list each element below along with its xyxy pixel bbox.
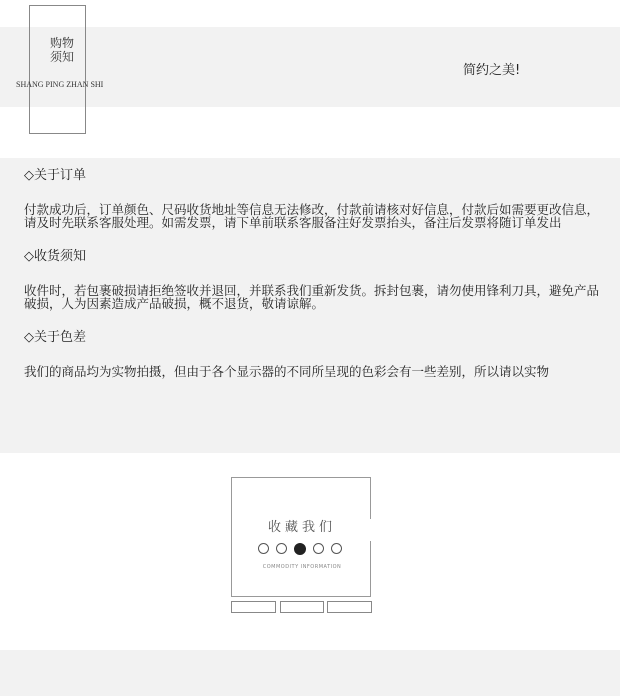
receipt-text-2: 破损，人为因素造成产品破损，概不退货，敬请谅解。 [24, 295, 325, 311]
order-text-2: 请及时先联系客服处理。如需发票，请下单前联系客服备注好发票抬头，备注后发票将随订单发出 [24, 214, 562, 230]
favorite-subtitle: COMMODITY INFORMATION [262, 564, 342, 570]
tab-2[interactable] [280, 601, 324, 613]
carousel-dot-5[interactable] [331, 543, 342, 554]
favorite-title: 收藏我们 [267, 520, 336, 535]
card-notch [369, 519, 373, 541]
carousel-dots [258, 543, 349, 555]
section-title-chinese [50, 36, 74, 64]
title-line-1: 购物 [50, 36, 75, 50]
carousel-dot-1[interactable] [258, 543, 269, 554]
purchase-notice [24, 168, 614, 379]
footer-band [0, 650, 620, 696]
order-text-1: 付款成功后，订单颜色、尺码收货地址等信息无法修改，付款前请核对好信息，付款后如需要更改信息， [24, 202, 600, 217]
receipt-text-1: 收件时，若包裹破损请拒绝签收并退回，并联系我们重新发货。拆封包裹，请勿使用锋利刀具，避免产品 [24, 283, 600, 298]
carousel-dot-4[interactable] [313, 543, 324, 554]
title-frame [29, 5, 86, 134]
favorite-card[interactable] [231, 477, 371, 597]
order-heading: ◇关于订单 [24, 168, 86, 183]
section-title-english: SHANG PING ZHAN SHI [16, 80, 104, 89]
title-line-2: 须知 [50, 50, 75, 64]
tab-1[interactable] [231, 601, 276, 613]
tab-3[interactable] [327, 601, 372, 613]
color-heading: ◇关于色差 [24, 330, 86, 345]
carousel-dot-2[interactable] [276, 543, 287, 554]
header-band [0, 27, 620, 107]
receipt-heading: ◇收货须知 [24, 249, 86, 264]
carousel-dot-3[interactable] [294, 543, 306, 555]
slogan: 简约之美! [463, 63, 521, 78]
color-text-1: 我们的商品均为实物拍摄，但由于各个显示器的不同所呈现的色彩会有一些差别，所以请以实物 [24, 364, 550, 379]
